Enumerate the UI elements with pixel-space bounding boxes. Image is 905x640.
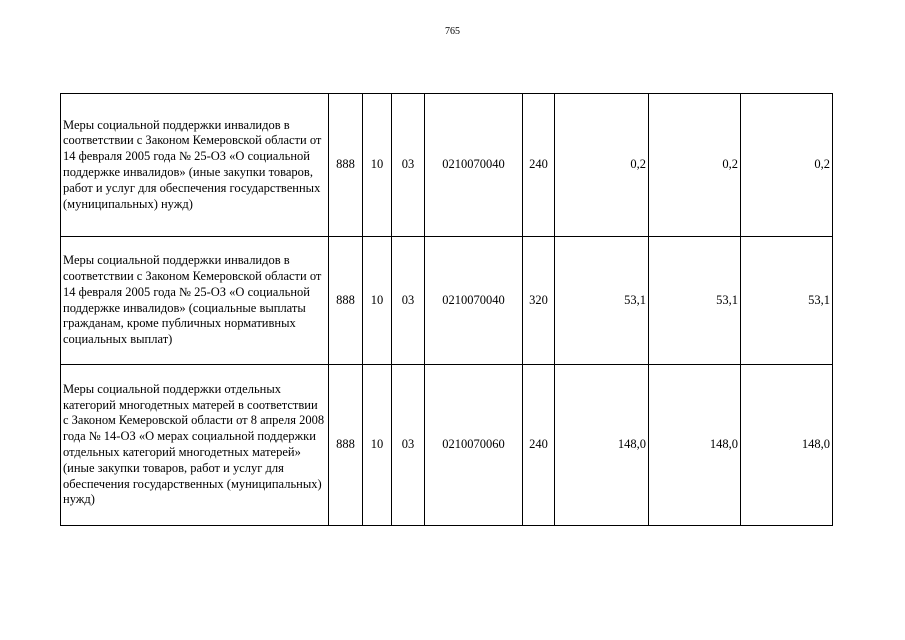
subsection-code: 03 xyxy=(392,94,425,237)
target-article-code: 0210070040 xyxy=(425,94,523,237)
section-code: 10 xyxy=(363,365,392,526)
table-row xyxy=(61,365,833,526)
amount-year-3: 53,1 xyxy=(741,237,833,365)
target-article-code: 0210070040 xyxy=(425,237,523,365)
row-description: Меры социальной поддержки отдельных категорий многодетных матерей в соответствии с Законом Кемеровской области от 8 апреля 2008 года № 14-ОЗ «О мерах социальной поддержки отдельных категорий многодетных матерей» (иные закупки товаров, работ и услуг для обеспечения государственных (муниципальных) нужд) xyxy=(61,365,329,526)
amount-year-3: 148,0 xyxy=(741,365,833,526)
budget-table xyxy=(60,93,833,526)
subsection-code: 03 xyxy=(392,365,425,526)
expense-type-code: 320 xyxy=(523,237,555,365)
expense-type-code: 240 xyxy=(523,94,555,237)
table-row xyxy=(61,94,833,237)
amount-year-2: 0,2 xyxy=(649,94,741,237)
ministry-code: 888 xyxy=(329,237,363,365)
row-description: Меры социальной поддержки инвалидов в соответствии с Законом Кемеровской области от 14 февраля 2005 года № 25-ОЗ «О социальной поддержке инвалидов» (иные закупки товаров, работ и услуг для обеспечения государственных (муниципальных) нужд) xyxy=(61,94,329,237)
table-row xyxy=(61,237,833,365)
expense-type-code: 240 xyxy=(523,365,555,526)
amount-year-1: 148,0 xyxy=(555,365,649,526)
ministry-code: 888 xyxy=(329,365,363,526)
amount-year-1: 0,2 xyxy=(555,94,649,237)
page-number: 765 xyxy=(445,26,460,37)
amount-year-2: 53,1 xyxy=(649,237,741,365)
amount-year-1: 53,1 xyxy=(555,237,649,365)
amount-year-2: 148,0 xyxy=(649,365,741,526)
section-code: 10 xyxy=(363,237,392,365)
amount-year-3: 0,2 xyxy=(741,94,833,237)
section-code: 10 xyxy=(363,94,392,237)
ministry-code: 888 xyxy=(329,94,363,237)
target-article-code: 0210070060 xyxy=(425,365,523,526)
row-description: Меры социальной поддержки инвалидов в соответствии с Законом Кемеровской области от 14 февраля 2005 года № 25-ОЗ «О социальной поддержке инвалидов» (социальные выплаты гражданам, кроме публичных нормативных социальных выплат) xyxy=(61,237,329,365)
subsection-code: 03 xyxy=(392,237,425,365)
